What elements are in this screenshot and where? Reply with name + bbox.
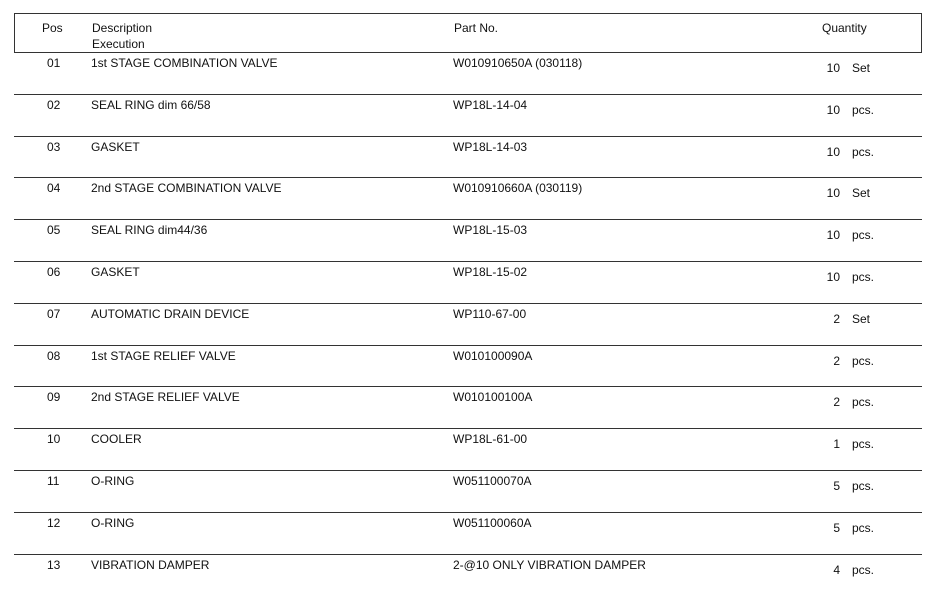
- row-description: 1st STAGE RELIEF VALVE: [91, 348, 236, 363]
- row-description: SEAL RING dim 66/58: [91, 97, 211, 112]
- row-quantity: 10: [826, 144, 840, 159]
- row-description: SEAL RING dim44/36: [91, 223, 208, 238]
- row-part-no: W051100060A: [453, 515, 532, 530]
- header-part-no: Part No.: [454, 21, 499, 35]
- header-pos: Pos: [42, 21, 63, 35]
- row-pos: 04: [47, 181, 61, 196]
- row-quantity: 1: [833, 437, 840, 452]
- table-row: [14, 555, 922, 595]
- row-pos: 01: [47, 56, 61, 70]
- row-unit: pcs.: [852, 144, 875, 159]
- row-unit: pcs.: [852, 395, 875, 410]
- row-description: 2nd STAGE COMBINATION VALVE: [91, 181, 282, 196]
- row-pos: 11: [47, 473, 60, 488]
- header-quantity: Quantity: [822, 21, 867, 35]
- row-quantity: 10: [826, 228, 840, 243]
- row-description: O-RING: [91, 515, 135, 530]
- table-row: [14, 53, 922, 95]
- row-unit: pcs.: [852, 353, 875, 368]
- row-pos: 08: [47, 348, 61, 363]
- table-row: [14, 471, 922, 513]
- row-description: 1st STAGE COMBINATION VALVE: [91, 56, 278, 70]
- row-part-no: W010100090A: [453, 348, 533, 363]
- row-pos: 02: [47, 97, 61, 112]
- table-header: [14, 13, 922, 53]
- row-part-no: WP18L-15-03: [453, 223, 528, 238]
- row-pos: 12: [47, 515, 61, 530]
- row-unit: pcs.: [852, 520, 875, 535]
- row-unit: pcs.: [852, 437, 875, 452]
- row-pos: 06: [47, 264, 61, 279]
- row-part-no: WP18L-14-04: [453, 97, 528, 112]
- row-quantity: 10: [826, 102, 840, 117]
- row-unit: pcs.: [852, 102, 875, 117]
- row-pos: 03: [47, 139, 61, 154]
- row-unit: pcs.: [852, 228, 875, 243]
- row-unit: Set: [852, 311, 871, 326]
- row-part-no: W010100100A: [453, 390, 533, 405]
- parts-list: [14, 13, 922, 595]
- table-row: [14, 346, 922, 388]
- row-quantity: 10: [826, 61, 840, 75]
- row-part-no: WP110-67-00: [453, 306, 527, 321]
- table-body: [14, 53, 922, 595]
- row-pos: 09: [47, 390, 61, 405]
- header-execution-label: Execution: [92, 37, 145, 51]
- row-pos: 07: [47, 306, 61, 321]
- row-part-no: W010910650A (030118): [453, 56, 583, 70]
- table-row: [14, 220, 922, 262]
- row-part-no: WP18L-14-03: [453, 139, 528, 154]
- table-row: [14, 429, 922, 471]
- row-part-no: WP18L-61-00: [453, 432, 528, 447]
- row-description: COOLER: [91, 432, 142, 447]
- row-unit: pcs.: [852, 269, 875, 284]
- header-description-label: Description: [92, 21, 153, 35]
- table-row: [14, 262, 922, 304]
- header-description: [92, 20, 152, 52]
- row-unit: pcs.: [852, 562, 875, 577]
- row-part-no: WP18L-15-02: [453, 264, 528, 279]
- table-row: [14, 95, 922, 137]
- row-description: 2nd STAGE RELIEF VALVE: [91, 390, 240, 405]
- row-part-no: W010910660A (030119): [453, 181, 583, 196]
- table-row: [14, 387, 922, 429]
- row-quantity: 2: [833, 395, 840, 410]
- row-unit: pcs.: [852, 478, 875, 493]
- row-pos: 10: [47, 432, 61, 447]
- table-row: [14, 178, 922, 220]
- row-quantity: 4: [833, 562, 840, 577]
- row-unit: Set: [852, 186, 871, 201]
- row-part-no: W051100070A: [453, 473, 532, 488]
- table-row: [14, 513, 922, 555]
- row-quantity: 2: [833, 311, 840, 326]
- row-quantity: 2: [833, 353, 840, 368]
- row-pos: 13: [47, 557, 61, 572]
- row-unit: Set: [852, 61, 871, 75]
- row-pos: 05: [47, 223, 61, 238]
- row-description: O-RING: [91, 473, 135, 488]
- table-row: [14, 304, 922, 346]
- row-quantity: 5: [833, 520, 840, 535]
- row-description: AUTOMATIC DRAIN DEVICE: [91, 306, 250, 321]
- row-description: GASKET: [91, 264, 140, 279]
- row-quantity: 5: [833, 478, 840, 493]
- row-part-no: 2-@10 ONLY VIBRATION DAMPER: [453, 557, 646, 572]
- row-quantity: 10: [826, 269, 840, 284]
- row-description: VIBRATION DAMPER: [91, 557, 210, 572]
- table-row: [14, 137, 922, 179]
- row-description: GASKET: [91, 139, 140, 154]
- row-quantity: 10: [826, 186, 840, 201]
